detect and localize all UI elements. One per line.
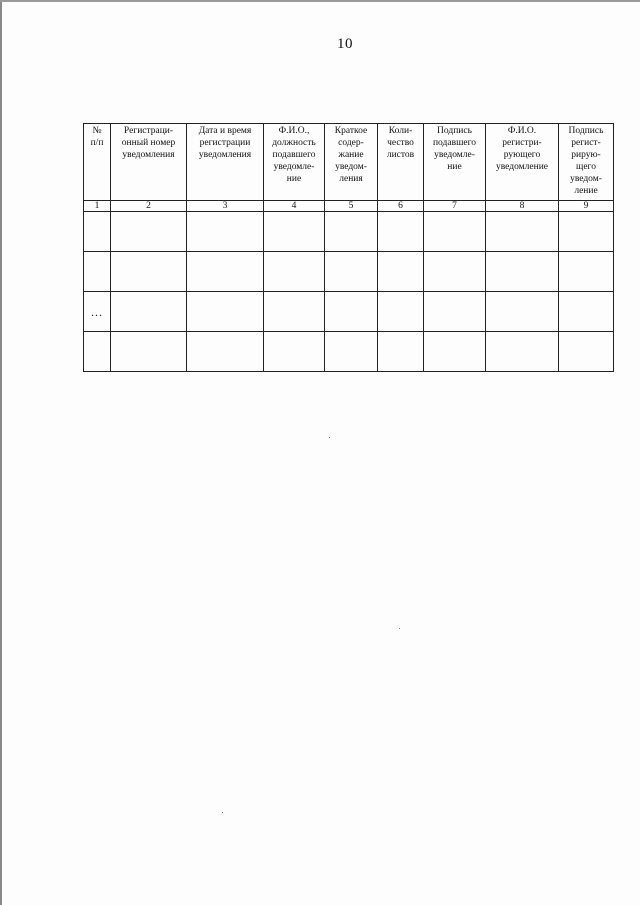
table-cell bbox=[424, 292, 486, 332]
table-cell bbox=[187, 252, 264, 292]
table-cell bbox=[559, 252, 614, 292]
table-cell bbox=[325, 332, 378, 372]
header-cell bbox=[424, 124, 486, 201]
table-cell bbox=[187, 292, 264, 332]
column-number-row bbox=[84, 201, 614, 212]
table-cell: … bbox=[84, 292, 111, 332]
table-cell bbox=[264, 212, 325, 252]
header-cell bbox=[264, 124, 325, 201]
column-number-cell: 7 bbox=[424, 201, 486, 212]
table-cell bbox=[111, 332, 187, 372]
table-cell bbox=[84, 212, 111, 252]
header-cell-line: регистрации bbox=[199, 138, 251, 148]
header-cell-line: № bbox=[92, 126, 102, 136]
table-cell bbox=[486, 332, 559, 372]
header-cell-line: уведомления bbox=[122, 150, 175, 160]
header-cell-line: уведомле- bbox=[273, 162, 315, 172]
header-cell-line: Ф.И.О. bbox=[507, 126, 537, 136]
header-cell bbox=[559, 124, 614, 201]
header-cell-line: Коли- bbox=[388, 126, 413, 136]
table-cell bbox=[111, 212, 187, 252]
table-cell bbox=[486, 252, 559, 292]
column-number-cell: 8 bbox=[486, 201, 559, 212]
column-number-cell: 2 bbox=[111, 201, 187, 212]
scan-edge-left bbox=[0, 0, 2, 905]
table-header-row bbox=[84, 124, 614, 201]
table-cell bbox=[325, 292, 378, 332]
header-cell bbox=[84, 124, 111, 201]
column-number-cell: 3 bbox=[187, 201, 264, 212]
column-number-cell: 1 bbox=[84, 201, 111, 212]
column-number-cell: 6 bbox=[378, 201, 424, 212]
table-cell bbox=[559, 292, 614, 332]
header-cell-line: листов bbox=[386, 150, 415, 160]
header-cell-line: содер- bbox=[338, 138, 364, 148]
header-cell-line: должность bbox=[272, 138, 316, 148]
table-cell bbox=[264, 252, 325, 292]
table-cell bbox=[424, 252, 486, 292]
table-cell bbox=[378, 332, 424, 372]
header-cell bbox=[486, 124, 559, 201]
header-cell-line: чество bbox=[387, 138, 414, 148]
header-cell bbox=[325, 124, 378, 201]
scan-speck bbox=[222, 812, 223, 813]
table-cell bbox=[486, 292, 559, 332]
header-cell-line: Дата и время bbox=[198, 126, 252, 136]
header-cell-line: рирую- bbox=[571, 150, 601, 160]
column-number-cell: 4 bbox=[264, 201, 325, 212]
header-cell-line: уведомле- bbox=[434, 150, 475, 160]
header-cell-line: Регистраци- bbox=[123, 126, 174, 136]
header-cell-line: рующего bbox=[503, 150, 541, 160]
table-cell bbox=[559, 212, 614, 252]
header-cell-line: подавшего bbox=[272, 150, 316, 160]
notification-register-table bbox=[83, 123, 614, 372]
table-cell bbox=[187, 332, 264, 372]
table-cell bbox=[424, 332, 486, 372]
table-row bbox=[84, 252, 614, 292]
header-cell-line: уведом- bbox=[570, 174, 602, 184]
scan-speck bbox=[399, 628, 400, 629]
table-cell bbox=[187, 212, 264, 252]
table-cell bbox=[378, 292, 424, 332]
table-cell bbox=[264, 292, 325, 332]
header-cell-line: щего bbox=[576, 162, 596, 172]
table-row bbox=[84, 212, 614, 252]
header-cell-line: ние bbox=[286, 174, 302, 184]
header-cell-line: уведом- bbox=[335, 162, 367, 172]
header-cell-line: регист- bbox=[571, 138, 601, 148]
header-cell-line: ления bbox=[339, 174, 363, 184]
table-cell bbox=[84, 252, 111, 292]
table-cell bbox=[325, 252, 378, 292]
header-cell-line: Подпись bbox=[568, 126, 604, 136]
header-cell-line: ление bbox=[574, 186, 598, 196]
table-cell bbox=[424, 212, 486, 252]
header-cell bbox=[111, 124, 187, 201]
header-cell bbox=[378, 124, 424, 201]
header-cell-line: онный номер bbox=[121, 138, 176, 148]
column-number-cell: 9 bbox=[559, 201, 614, 212]
table-cell bbox=[559, 332, 614, 372]
table-cell bbox=[84, 332, 111, 372]
table-row bbox=[84, 292, 614, 332]
header-cell-line: жание bbox=[338, 150, 364, 160]
table-body bbox=[84, 212, 614, 372]
header-cell bbox=[187, 124, 264, 201]
header-cell-line: подавшего bbox=[432, 138, 477, 148]
table-cell bbox=[111, 252, 187, 292]
column-number-cell: 5 bbox=[325, 201, 378, 212]
header-cell-line: уведомление bbox=[495, 162, 549, 172]
header-cell-line: Краткое bbox=[334, 126, 368, 136]
table-cell bbox=[111, 292, 187, 332]
table-row bbox=[84, 332, 614, 372]
table-cell bbox=[264, 332, 325, 372]
scan-edge-top bbox=[0, 0, 640, 2]
header-cell-line: уведомления bbox=[198, 150, 252, 160]
header-cell-line: ние bbox=[447, 162, 462, 172]
table-cell bbox=[378, 252, 424, 292]
table-cell bbox=[325, 212, 378, 252]
header-cell-line: п/п bbox=[90, 138, 104, 148]
table-cell bbox=[378, 212, 424, 252]
header-cell-line: Ф.И.О., bbox=[278, 126, 310, 136]
header-cell-line: Подпись bbox=[437, 126, 472, 136]
page-number: 10 bbox=[337, 36, 353, 52]
table-cell bbox=[486, 212, 559, 252]
scan-speck bbox=[329, 437, 330, 438]
header-cell-line: регистри- bbox=[502, 138, 542, 148]
